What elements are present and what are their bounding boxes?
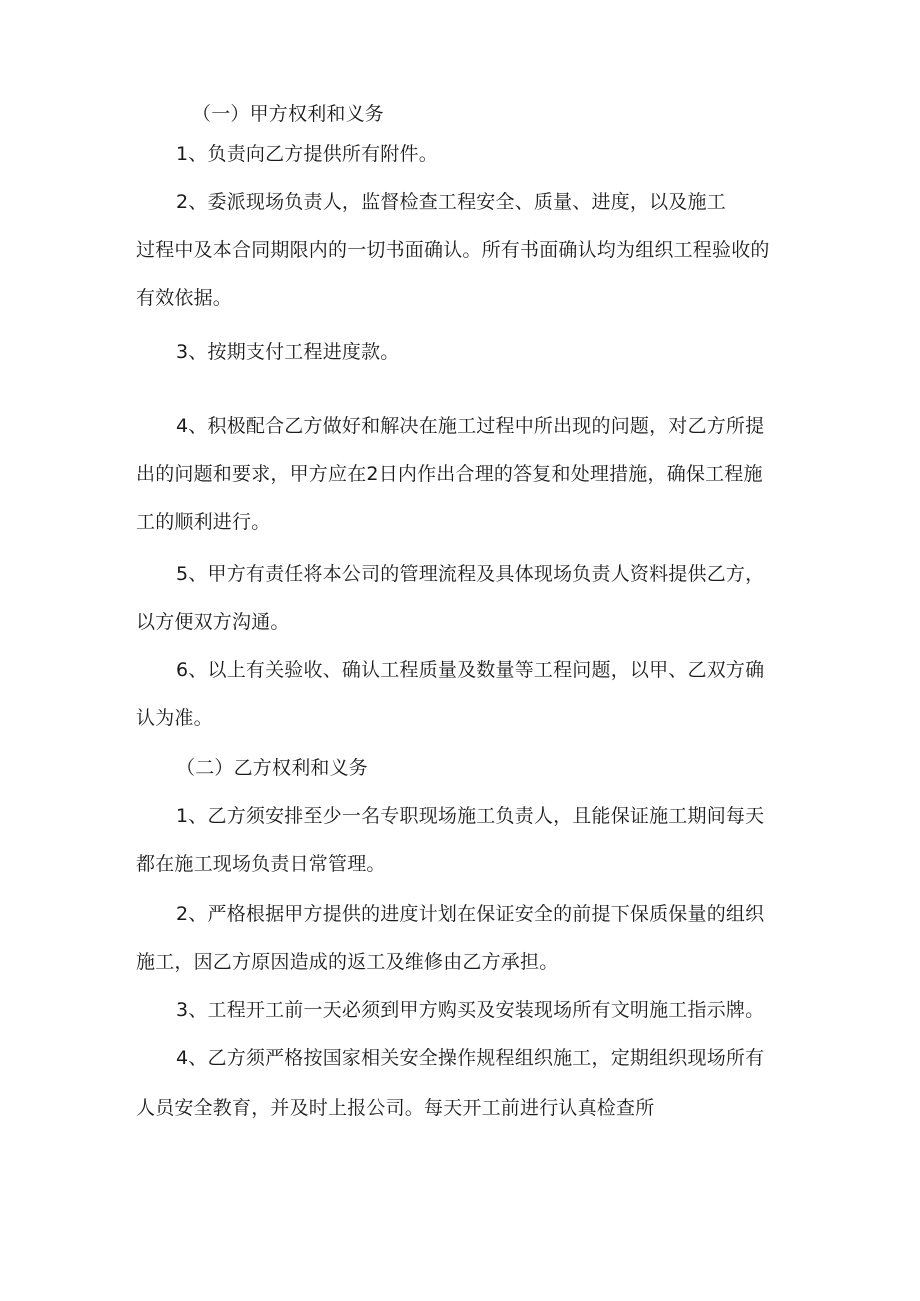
party-b-item-3: 3、工程开工前一天必须到甲方购买及安装现场所有文明施工指示牌。: [176, 999, 765, 1021]
section-heading-party-b: （二）乙方权利和义务: [176, 757, 369, 779]
party-b-item-1-line-2: 都在施工现场负责日常管理。: [136, 853, 386, 875]
section-heading-party-a: （一）甲方权利和义务: [192, 103, 385, 125]
party-a-item-4-line-1: 4、积极配合乙方做好和解决在施工过程中所出现的问题，对乙方所提: [176, 415, 765, 437]
party-b-item-4-line-2: 人员安全教育，并及时上报公司。每天开工前进行认真检查所: [136, 1097, 655, 1119]
party-a-item-6-line-2: 认为准。: [136, 707, 213, 729]
party-a-item-6-line-1: 6、以上有关验收、确认工程质量及数量等工程问题，以甲、乙双方确: [176, 659, 765, 681]
party-b-item-1-line-1: 1、乙方须安排至少一名专职现场施工负责人，且能保证施工期间每天: [176, 805, 765, 827]
party-a-item-5-line-1: 5、甲方有责任将本公司的管理流程及具体现场负责人资料提供乙方，: [176, 563, 765, 585]
party-b-item-2-line-2: 施工，因乙方原因造成的返工及维修由乙方承担。: [136, 951, 559, 973]
party-b-item-2-line-1: 2、严格根据甲方提供的进度计划在保证安全的前提下保质保量的组织: [176, 903, 765, 925]
party-a-item-2-line-2: 过程中及本合同期限内的一切书面确认。所有书面确认均为组织工程验收的: [136, 239, 770, 261]
party-a-item-4-line-3: 工的顺利进行。: [136, 511, 271, 533]
party-a-item-3: 3、按期支付工程进度款。: [176, 341, 400, 363]
party-a-item-1: 1、负责向乙方提供所有附件。: [176, 143, 438, 165]
party-a-item-2-line-3: 有效依据。: [136, 287, 233, 309]
party-a-item-4-line-2: 出的问题和要求，甲方应在2日内作出合理的答复和处理措施，确保工程施: [136, 463, 763, 485]
party-a-item-5-line-2: 以方便双方沟通。: [136, 611, 290, 633]
party-b-item-4-line-1: 4、乙方须严格按国家相关安全操作规程组织施工，定期组织现场所有: [176, 1047, 765, 1069]
party-a-item-2-line-1: 2、委派现场负责人，监督检查工程安全、质量、进度，以及施工: [176, 191, 726, 213]
